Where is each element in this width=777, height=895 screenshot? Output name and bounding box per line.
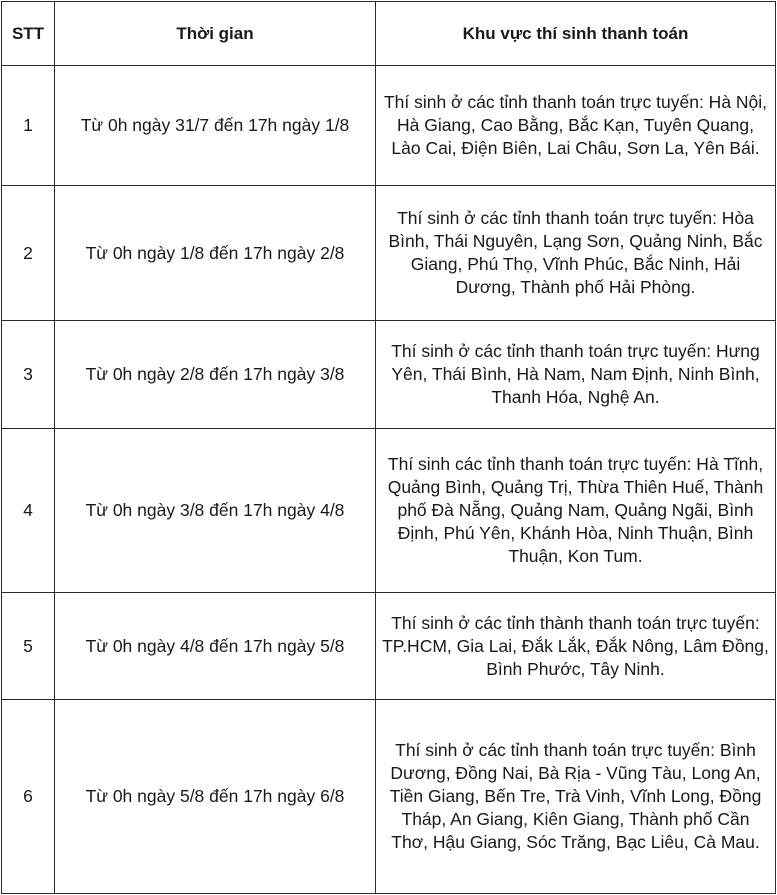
table-row	[2, 429, 776, 593]
table-row	[2, 186, 776, 321]
row-stt: 6	[2, 700, 55, 894]
payment-schedule-table	[1, 1, 776, 894]
row-area: Thí sinh các tỉnh thanh toán trực tuyến: Hà Tĩnh, Quảng Bình, Quảng Trị, Thừa Thiên Huế, Thành phố Đà Nẵng, Quảng Nam, Quảng Ngãi, Bình Định, Phú Yên, Khánh Hòa, Ninh Thuận, Bình Thuận, Kon Tum.	[376, 429, 776, 593]
row-area: Thí sinh ở các tỉnh thanh toán trực tuyến: Hòa Bình, Thái Nguyên, Lạng Sơn, Quảng Ninh, Bắc Giang, Phú Thọ, Vĩnh Phúc, Bắc Ninh, Hải Dương, Thành phố Hải Phòng.	[376, 186, 776, 321]
row-time: Từ 0h ngày 5/8 đến 17h ngày 6/8	[55, 700, 376, 894]
row-time: Từ 0h ngày 31/7 đến 17h ngày 1/8	[55, 66, 376, 186]
table-row	[2, 593, 776, 700]
header-stt: STT	[2, 2, 55, 66]
row-stt: 1	[2, 66, 55, 186]
table-row	[2, 321, 776, 429]
row-stt: 2	[2, 186, 55, 321]
row-area: Thí sinh ở các tỉnh thanh toán trực tuyến: Hưng Yên, Thái Bình, Hà Nam, Nam Định, Ninh Bình, Thanh Hóa, Nghệ An.	[376, 321, 776, 429]
table-header-row	[2, 2, 776, 66]
header-time: Thời gian	[55, 2, 376, 66]
table-row	[2, 700, 776, 894]
row-time: Từ 0h ngày 3/8 đến 17h ngày 4/8	[55, 429, 376, 593]
row-stt: 4	[2, 429, 55, 593]
row-time: Từ 0h ngày 4/8 đến 17h ngày 5/8	[55, 593, 376, 700]
row-stt: 5	[2, 593, 55, 700]
row-area: Thí sinh ở các tỉnh thành thanh toán trực tuyến: TP.HCM, Gia Lai, Đắk Lắk, Đắk Nông, Lâm Đồng, Bình Phước, Tây Ninh.	[376, 593, 776, 700]
row-time: Từ 0h ngày 1/8 đến 17h ngày 2/8	[55, 186, 376, 321]
row-time: Từ 0h ngày 2/8 đến 17h ngày 3/8	[55, 321, 376, 429]
table-row	[2, 66, 776, 186]
row-stt: 3	[2, 321, 55, 429]
row-area: Thí sinh ở các tỉnh thanh toán trực tuyến: Hà Nội, Hà Giang, Cao Bằng, Bắc Kạn, Tuyên Quang, Lào Cai, Điện Biên, Lai Châu, Sơn La, Yên Bái.	[376, 66, 776, 186]
header-area: Khu vực thí sinh thanh toán	[376, 2, 776, 66]
row-area: Thí sinh ở các tỉnh thanh toán trực tuyến: Bình Dương, Đồng Nai, Bà Rịa - Vũng Tàu, Long An, Tiền Giang, Bến Tre, Trà Vinh, Vĩnh Long, Đồng Tháp, An Giang, Kiên Giang, Thành phố Cần Thơ, Hậu Giang, Sóc Trăng, Bạc Liêu, Cà Mau.	[376, 700, 776, 894]
